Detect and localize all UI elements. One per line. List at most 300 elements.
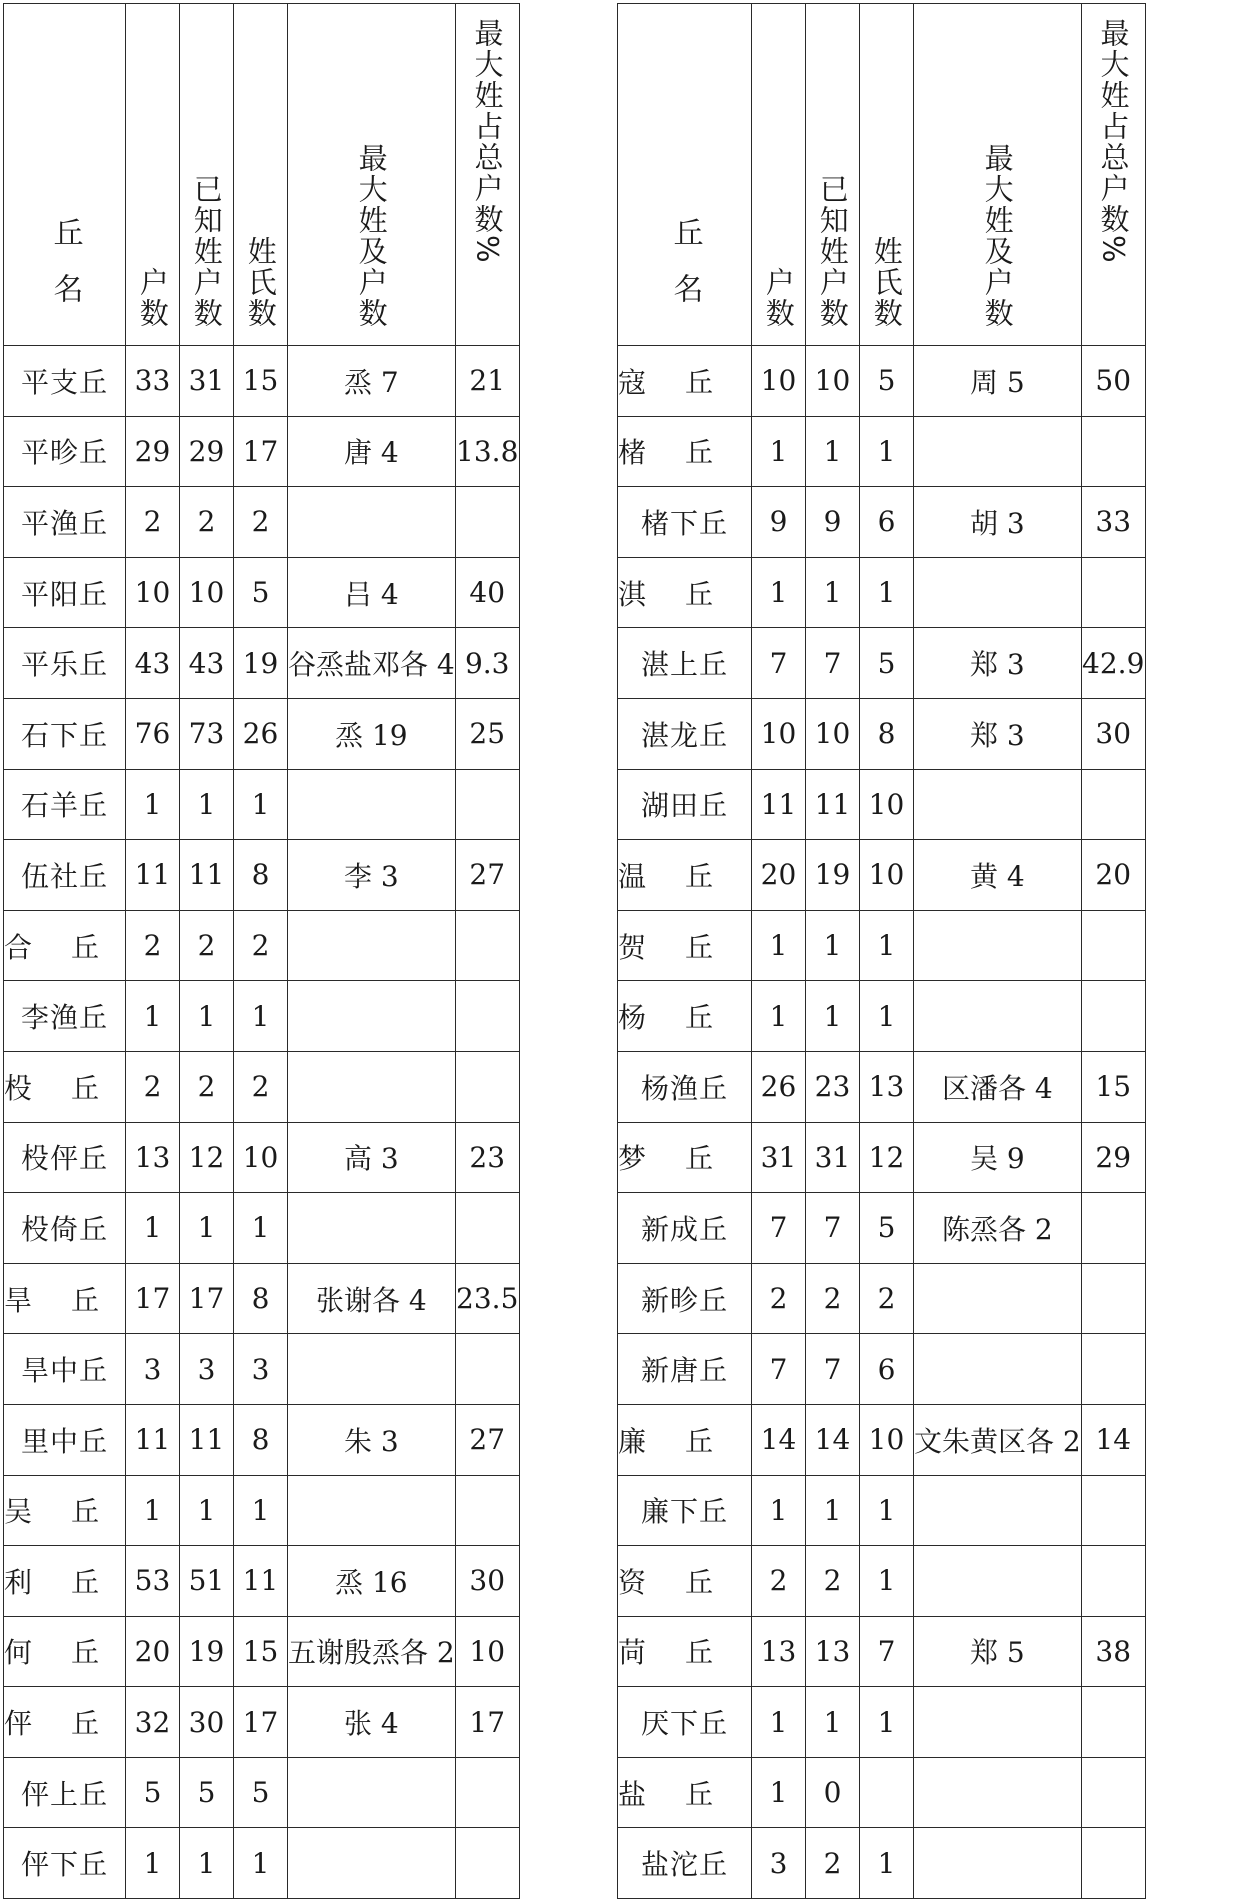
- households-cell: 1: [126, 1828, 180, 1899]
- largest-percent-cell: [1081, 769, 1145, 840]
- households-cell: 20: [126, 1616, 180, 1687]
- header-largest-percent: 最大姓占总户数%: [1081, 4, 1145, 346]
- largest-surname-cell: 胡 3: [914, 487, 1082, 558]
- table-row: [4, 1475, 520, 1546]
- table-row: [618, 1757, 1146, 1828]
- table-row: [618, 1687, 1146, 1758]
- table-row: [618, 910, 1146, 981]
- hill-name-cell: 伍社丘: [4, 840, 126, 911]
- hill-name-spaced: [618, 1561, 714, 1601]
- surnames-cell: 1: [860, 1546, 914, 1617]
- surnames-cell: 1: [860, 981, 914, 1052]
- hill-name-char: 何: [4, 1636, 34, 1670]
- households-cell: 1: [752, 981, 806, 1052]
- largest-surname-cell: 朱 3: [288, 1404, 456, 1475]
- largest-surname-cell: 张谢各 4: [288, 1263, 456, 1334]
- hill-name-cell: [4, 1687, 126, 1758]
- hill-name-char: 梦: [618, 1142, 648, 1176]
- hill-name-cell: 平渔丘: [4, 487, 126, 558]
- largest-surname-cell: [914, 1828, 1082, 1899]
- households-cell: 10: [126, 557, 180, 628]
- hill-name-cell: [618, 1757, 752, 1828]
- hill-name-cell: [4, 1051, 126, 1122]
- table-row: [618, 487, 1146, 558]
- surnames-cell: 1: [860, 557, 914, 628]
- largest-surname-cell: [288, 487, 456, 558]
- households-cell: 33: [126, 346, 180, 417]
- surnames-cell: 8: [234, 1404, 288, 1475]
- hill-name-char: 丘: [70, 1636, 100, 1670]
- hill-name-cell: 杨渔丘: [618, 1051, 752, 1122]
- known-households-cell: 1: [806, 1687, 860, 1758]
- surnames-cell: 15: [234, 1616, 288, 1687]
- largest-percent-cell: 42.9: [1081, 628, 1145, 699]
- surnames-cell: 1: [860, 1828, 914, 1899]
- hill-name-cell: [4, 1546, 126, 1617]
- table-row: [4, 1687, 520, 1758]
- largest-percent-cell: 23: [455, 1122, 519, 1193]
- largest-percent-cell: 27: [455, 840, 519, 911]
- table-row: [4, 698, 520, 769]
- largest-percent-cell: [455, 1051, 519, 1122]
- known-households-cell: 10: [180, 557, 234, 628]
- surnames-cell: 1: [860, 1687, 914, 1758]
- households-cell: 9: [752, 487, 806, 558]
- hill-name-cell: 厌下丘: [618, 1687, 752, 1758]
- known-households-cell: 3: [180, 1334, 234, 1405]
- largest-surname-cell: 吕 4: [288, 557, 456, 628]
- largest-surname-cell: [288, 1193, 456, 1264]
- largest-surname-cell: [914, 981, 1082, 1052]
- largest-percent-cell: 14: [1081, 1404, 1145, 1475]
- hill-name-char: 寇: [618, 365, 648, 399]
- largest-surname-cell: [914, 1546, 1082, 1617]
- hill-name-cell: 湖田丘: [618, 769, 752, 840]
- known-households-cell: 1: [180, 1475, 234, 1546]
- hill-name-spaced: [618, 361, 714, 401]
- header-known-households: 已知姓户数: [180, 4, 234, 346]
- largest-percent-cell: 30: [455, 1546, 519, 1617]
- hill-name-cell: 盐沱丘: [618, 1828, 752, 1899]
- largest-percent-cell: [1081, 1193, 1145, 1264]
- hill-name-cell: [618, 981, 752, 1052]
- table-row: [618, 1828, 1146, 1899]
- table-row: [618, 1122, 1146, 1193]
- left-statistics-table: [3, 3, 520, 1899]
- surnames-cell: 11: [234, 1546, 288, 1617]
- largest-surname-cell: [914, 1757, 1082, 1828]
- surnames-cell: 5: [860, 346, 914, 417]
- known-households-cell: 1: [180, 1828, 234, 1899]
- largest-percent-cell: 50: [1081, 346, 1145, 417]
- hill-name-char: 丘: [684, 1001, 714, 1035]
- table-row: [4, 1404, 520, 1475]
- households-cell: 76: [126, 698, 180, 769]
- largest-percent-cell: [1081, 1546, 1145, 1617]
- largest-surname-cell: 区潘各 4: [914, 1051, 1082, 1122]
- table-row: [618, 1546, 1146, 1617]
- surnames-cell: 10: [860, 1404, 914, 1475]
- households-cell: 2: [752, 1546, 806, 1617]
- header-households: 户数: [126, 4, 180, 346]
- right-statistics-table: [617, 3, 1146, 1899]
- households-cell: 2: [126, 1051, 180, 1122]
- households-cell: 2: [126, 910, 180, 981]
- largest-percent-cell: [1081, 1828, 1145, 1899]
- hill-name-char: 丘: [70, 1283, 100, 1317]
- households-cell: 1: [126, 1193, 180, 1264]
- surnames-cell: 13: [860, 1051, 914, 1122]
- surnames-cell: 1: [234, 1193, 288, 1264]
- known-households-cell: 2: [180, 487, 234, 558]
- table-row: [4, 1828, 520, 1899]
- households-cell: 11: [126, 840, 180, 911]
- known-households-cell: 2: [180, 1051, 234, 1122]
- header-largest-surname: 最大姓及户数: [288, 4, 456, 346]
- hill-name-spaced: [618, 1137, 714, 1177]
- households-cell: 13: [126, 1122, 180, 1193]
- surnames-cell: 1: [860, 1475, 914, 1546]
- hill-name-cell: 伻下丘: [4, 1828, 126, 1899]
- largest-surname-cell: 陈烝各 2: [914, 1193, 1082, 1264]
- known-households-cell: 19: [180, 1616, 234, 1687]
- largest-percent-cell: 38: [1081, 1616, 1145, 1687]
- table-row: [4, 910, 520, 981]
- hill-name-cell: [618, 416, 752, 487]
- households-cell: 2: [126, 487, 180, 558]
- table-row: [4, 628, 520, 699]
- households-cell: 10: [752, 698, 806, 769]
- hill-name-cell: [4, 1263, 126, 1334]
- table-row: [4, 1757, 520, 1828]
- hill-name-char: 丘: [684, 577, 714, 611]
- hill-name-cell: [618, 557, 752, 628]
- hill-name-cell: 里中丘: [4, 1404, 126, 1475]
- households-cell: 1: [752, 1475, 806, 1546]
- hill-name-char: 丘: [684, 859, 714, 893]
- surnames-cell: 6: [860, 487, 914, 558]
- largest-percent-cell: 13.8: [455, 416, 519, 487]
- table-row: [4, 416, 520, 487]
- largest-percent-cell: 10: [455, 1616, 519, 1687]
- table-row: [4, 346, 520, 417]
- largest-surname-cell: 谷烝盐邓各 4: [288, 628, 456, 699]
- households-cell: 43: [126, 628, 180, 699]
- table-row: [618, 1475, 1146, 1546]
- largest-surname-cell: 李 3: [288, 840, 456, 911]
- largest-surname-cell: [288, 769, 456, 840]
- header-row: [4, 4, 520, 346]
- header-name: 丘名: [618, 4, 752, 346]
- hill-name-char: 丘: [684, 1142, 714, 1176]
- table-row: [618, 1193, 1146, 1264]
- table-row: [618, 628, 1146, 699]
- hill-name-cell: 平乐丘: [4, 628, 126, 699]
- households-cell: 3: [752, 1828, 806, 1899]
- known-households-cell: 10: [806, 698, 860, 769]
- table-row: [618, 981, 1146, 1052]
- largest-percent-cell: [1081, 1757, 1145, 1828]
- hill-name-cell: 伻上丘: [4, 1757, 126, 1828]
- hill-name-char: 伻: [4, 1707, 34, 1741]
- hill-name-cell: [4, 1475, 126, 1546]
- known-households-cell: 2: [806, 1263, 860, 1334]
- largest-percent-cell: [455, 1334, 519, 1405]
- hill-name-cell: 旱中丘: [4, 1334, 126, 1405]
- largest-percent-cell: 40: [455, 557, 519, 628]
- hill-name-cell: [618, 1122, 752, 1193]
- known-households-cell: 11: [180, 840, 234, 911]
- hill-name-char: 丘: [684, 930, 714, 964]
- table-row: [4, 840, 520, 911]
- left-table-body: [4, 346, 520, 1899]
- largest-surname-cell: 郑 3: [914, 628, 1082, 699]
- known-households-cell: 23: [806, 1051, 860, 1122]
- surnames-cell: 2: [234, 487, 288, 558]
- hill-name-cell: 新唐丘: [618, 1334, 752, 1405]
- surnames-cell: 1: [234, 1475, 288, 1546]
- households-cell: 1: [752, 1687, 806, 1758]
- largest-surname-cell: [914, 910, 1082, 981]
- largest-percent-cell: [1081, 1263, 1145, 1334]
- largest-surname-cell: [288, 910, 456, 981]
- largest-percent-cell: [1081, 557, 1145, 628]
- known-households-cell: 29: [180, 416, 234, 487]
- hill-name-cell: 平阳丘: [4, 557, 126, 628]
- largest-percent-cell: [455, 981, 519, 1052]
- largest-surname-cell: [288, 981, 456, 1052]
- hill-name-cell: 石羊丘: [4, 769, 126, 840]
- known-households-cell: 1: [180, 1193, 234, 1264]
- largest-surname-cell: 郑 3: [914, 698, 1082, 769]
- header-name: 丘名: [4, 4, 126, 346]
- largest-percent-cell: 15: [1081, 1051, 1145, 1122]
- right-table-body: [618, 346, 1146, 1899]
- largest-surname-cell: [914, 557, 1082, 628]
- largest-surname-cell: [288, 1757, 456, 1828]
- table-row: [4, 769, 520, 840]
- largest-surname-cell: [914, 769, 1082, 840]
- largest-surname-cell: 高 3: [288, 1122, 456, 1193]
- table-row: [618, 557, 1146, 628]
- households-cell: 7: [752, 628, 806, 699]
- hill-name-spaced: [618, 996, 714, 1036]
- hill-name-char: 丘: [684, 1777, 714, 1811]
- surnames-cell: 2: [234, 910, 288, 981]
- largest-percent-cell: [1081, 981, 1145, 1052]
- households-cell: 31: [752, 1122, 806, 1193]
- table-row: [618, 1334, 1146, 1405]
- hill-name-spaced: [618, 1773, 714, 1813]
- hill-name-char: 丘: [684, 365, 714, 399]
- hill-name-char: 丘: [70, 930, 100, 964]
- known-households-cell: 13: [806, 1616, 860, 1687]
- hill-name-char: 丘: [684, 1636, 714, 1670]
- known-households-cell: 17: [180, 1263, 234, 1334]
- largest-percent-cell: 27: [455, 1404, 519, 1475]
- known-households-cell: 30: [180, 1687, 234, 1758]
- largest-surname-cell: 黄 4: [914, 840, 1082, 911]
- table-row: [4, 1616, 520, 1687]
- hill-name-cell: 楮下丘: [618, 487, 752, 558]
- largest-percent-cell: [455, 769, 519, 840]
- hill-name-cell: 湛上丘: [618, 628, 752, 699]
- households-cell: 1: [752, 416, 806, 487]
- surnames-cell: 5: [234, 557, 288, 628]
- largest-percent-cell: 21: [455, 346, 519, 417]
- table-row: [618, 1263, 1146, 1334]
- known-households-cell: 1: [806, 416, 860, 487]
- known-households-cell: 1: [180, 981, 234, 1052]
- known-households-cell: 14: [806, 1404, 860, 1475]
- largest-percent-cell: [1081, 1687, 1145, 1758]
- surname-statistics-page: [3, 3, 1237, 1882]
- hill-name-char: 丘: [684, 1424, 714, 1458]
- table-row: [618, 346, 1146, 417]
- largest-percent-cell: [455, 487, 519, 558]
- header-surnames: 姓氏数: [234, 4, 288, 346]
- known-households-cell: 7: [806, 1193, 860, 1264]
- largest-surname-cell: 文朱黄区各 2: [914, 1404, 1082, 1475]
- surnames-cell: 17: [234, 416, 288, 487]
- largest-percent-cell: 33: [1081, 487, 1145, 558]
- surnames-cell: 6: [860, 1334, 914, 1405]
- hill-name-cell: 杸倚丘: [4, 1193, 126, 1264]
- largest-percent-cell: [455, 1757, 519, 1828]
- known-households-cell: 51: [180, 1546, 234, 1617]
- hill-name-spaced: [618, 573, 714, 613]
- hill-name-cell: [4, 910, 126, 981]
- hill-name-cell: [618, 910, 752, 981]
- hill-name-char: 丘: [70, 1071, 100, 1105]
- largest-percent-cell: 25: [455, 698, 519, 769]
- hill-name-spaced: [618, 926, 714, 966]
- known-households-cell: 10: [806, 346, 860, 417]
- hill-name-cell: 新成丘: [618, 1193, 752, 1264]
- surnames-cell: 5: [860, 628, 914, 699]
- known-households-cell: 12: [180, 1122, 234, 1193]
- hill-name-cell: 平支丘: [4, 346, 126, 417]
- hill-name-cell: 湛龙丘: [618, 698, 752, 769]
- surnames-cell: 5: [234, 1757, 288, 1828]
- hill-name-cell: [4, 1616, 126, 1687]
- households-cell: 20: [752, 840, 806, 911]
- known-households-cell: 7: [806, 628, 860, 699]
- largest-surname-cell: [288, 1475, 456, 1546]
- largest-surname-cell: 周 5: [914, 346, 1082, 417]
- table-row: [4, 1334, 520, 1405]
- known-households-cell: 1: [806, 1475, 860, 1546]
- known-households-cell: 5: [180, 1757, 234, 1828]
- households-cell: 1: [752, 557, 806, 628]
- surnames-cell: 8: [234, 1263, 288, 1334]
- largest-surname-cell: [914, 1475, 1082, 1546]
- known-households-cell: 73: [180, 698, 234, 769]
- hill-name-char: 利: [4, 1565, 34, 1599]
- households-cell: 29: [126, 416, 180, 487]
- households-cell: 13: [752, 1616, 806, 1687]
- header-surnames: 姓氏数: [860, 4, 914, 346]
- households-cell: 14: [752, 1404, 806, 1475]
- households-cell: 2: [752, 1263, 806, 1334]
- households-cell: 1: [126, 1475, 180, 1546]
- known-households-cell: 7: [806, 1334, 860, 1405]
- surnames-cell: 1: [234, 769, 288, 840]
- header-largest-surname: 最大姓及户数: [914, 4, 1082, 346]
- hill-name-spaced: [4, 1279, 100, 1319]
- known-households-cell: 19: [806, 840, 860, 911]
- table-row: [4, 1546, 520, 1617]
- hill-name-spaced: [4, 1490, 100, 1530]
- known-households-cell: 11: [180, 1404, 234, 1475]
- known-households-cell: 0: [806, 1757, 860, 1828]
- hill-name-char: 资: [618, 1565, 648, 1599]
- surnames-cell: 26: [234, 698, 288, 769]
- hill-name-char: 廉: [618, 1424, 648, 1458]
- surnames-cell: 8: [234, 840, 288, 911]
- known-households-cell: 9: [806, 487, 860, 558]
- table-row: [4, 557, 520, 628]
- hill-name-char: 温: [618, 859, 648, 893]
- surnames-cell: 17: [234, 1687, 288, 1758]
- largest-surname-cell: [914, 1687, 1082, 1758]
- households-cell: 7: [752, 1334, 806, 1405]
- largest-percent-cell: [1081, 1475, 1145, 1546]
- largest-percent-cell: 23.5: [455, 1263, 519, 1334]
- known-households-cell: 2: [806, 1546, 860, 1617]
- largest-surname-cell: [288, 1828, 456, 1899]
- hill-name-spaced: [4, 1067, 100, 1107]
- largest-percent-cell: [455, 1193, 519, 1264]
- households-cell: 53: [126, 1546, 180, 1617]
- hill-name-spaced: [4, 1561, 100, 1601]
- hill-name-spaced: [4, 1631, 100, 1671]
- households-cell: 11: [126, 1404, 180, 1475]
- hill-name-spaced: [4, 926, 100, 966]
- largest-percent-cell: 17: [455, 1687, 519, 1758]
- header-largest-percent: 最大姓占总户数%: [455, 4, 519, 346]
- hill-name-char: 丘: [684, 1565, 714, 1599]
- surnames-cell: 1: [234, 981, 288, 1052]
- surnames-cell: 2: [234, 1051, 288, 1122]
- known-households-cell: 1: [180, 769, 234, 840]
- table-row: [4, 1263, 520, 1334]
- table-row: [618, 840, 1146, 911]
- table-row: [618, 1616, 1146, 1687]
- hill-name-cell: [618, 840, 752, 911]
- largest-percent-cell: [1081, 910, 1145, 981]
- hill-name-char: 吴: [4, 1495, 34, 1529]
- largest-surname-cell: 吴 9: [914, 1122, 1082, 1193]
- hill-name-char: 丘: [70, 1495, 100, 1529]
- largest-percent-cell: [455, 1475, 519, 1546]
- households-cell: 1: [126, 981, 180, 1052]
- header-known-households: 已知姓户数: [806, 4, 860, 346]
- table-row: [4, 487, 520, 558]
- largest-surname-cell: [288, 1051, 456, 1122]
- hill-name-char: 盐: [618, 1777, 648, 1811]
- header-row: [618, 4, 1146, 346]
- largest-percent-cell: [1081, 416, 1145, 487]
- hill-name-char: 苘: [618, 1636, 648, 1670]
- hill-name-char: 贺: [618, 930, 648, 964]
- table-row: [618, 769, 1146, 840]
- hill-name-cell: [618, 1616, 752, 1687]
- largest-surname-cell: [914, 1263, 1082, 1334]
- hill-name-cell: 石下丘: [4, 698, 126, 769]
- largest-percent-cell: 9.3: [455, 628, 519, 699]
- hill-name-char: 旱: [4, 1283, 34, 1317]
